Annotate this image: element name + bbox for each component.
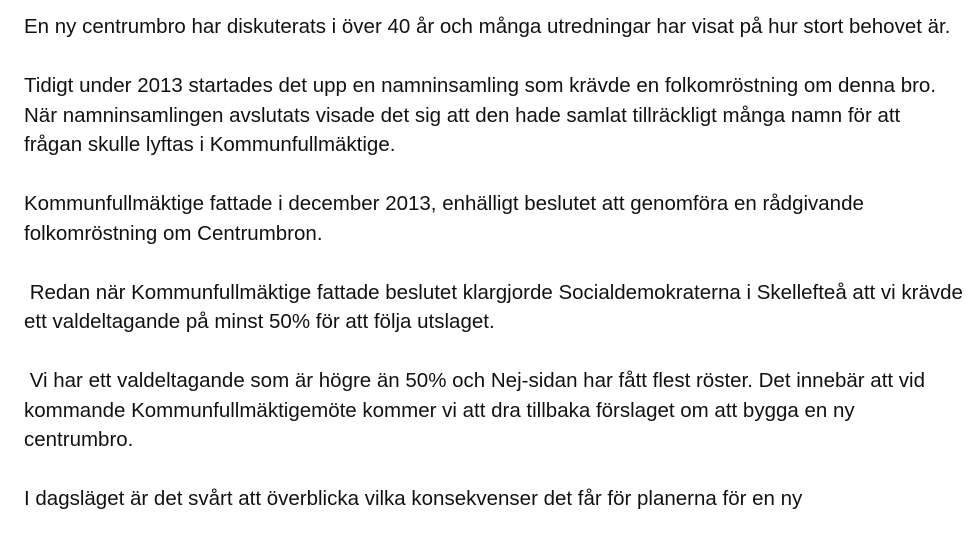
document-body [24,12,969,543]
paragraph-3: Kommunfullmäktige fattade i december 2013, enhälligt beslutet att genomföra en rådgivande folkomröstning om Centrumbron. [24,192,870,245]
paragraph-6: I dagsläget är det svårt att överblicka vilka konsekvenser det får för planerna för en ny [24,487,803,510]
paragraph-5: Vi har ett valdeltagande som är högre än 50% och Nej-sidan har fått flest röster. Det innebär att vid kommande Kommunfullmäktigemöte kommer vi att dra tillbaka förslaget om att bygga en ny centrumbro. [24,369,931,451]
paragraph-1: En ny centrumbro har diskuterats i över 40 år och många utredningar har visat på hur stort behovet är. [24,15,951,38]
paragraph-2: Tidigt under 2013 startades det upp en namninsamling som krävde en folkomröstning om denna bro. När namninsamlingen avslutats visade det sig att den hade samlat tillräckligt många namn för att frågan skulle lyftas i Kommunfullmäktige. [24,74,942,156]
paragraph-4: Redan när Kommunfullmäktige fattade beslutet klargjorde Socialdemokraterna i Skellefteå att vi krävde ett valdeltagande på minst 50% för att följa utslaget. [24,280,969,333]
